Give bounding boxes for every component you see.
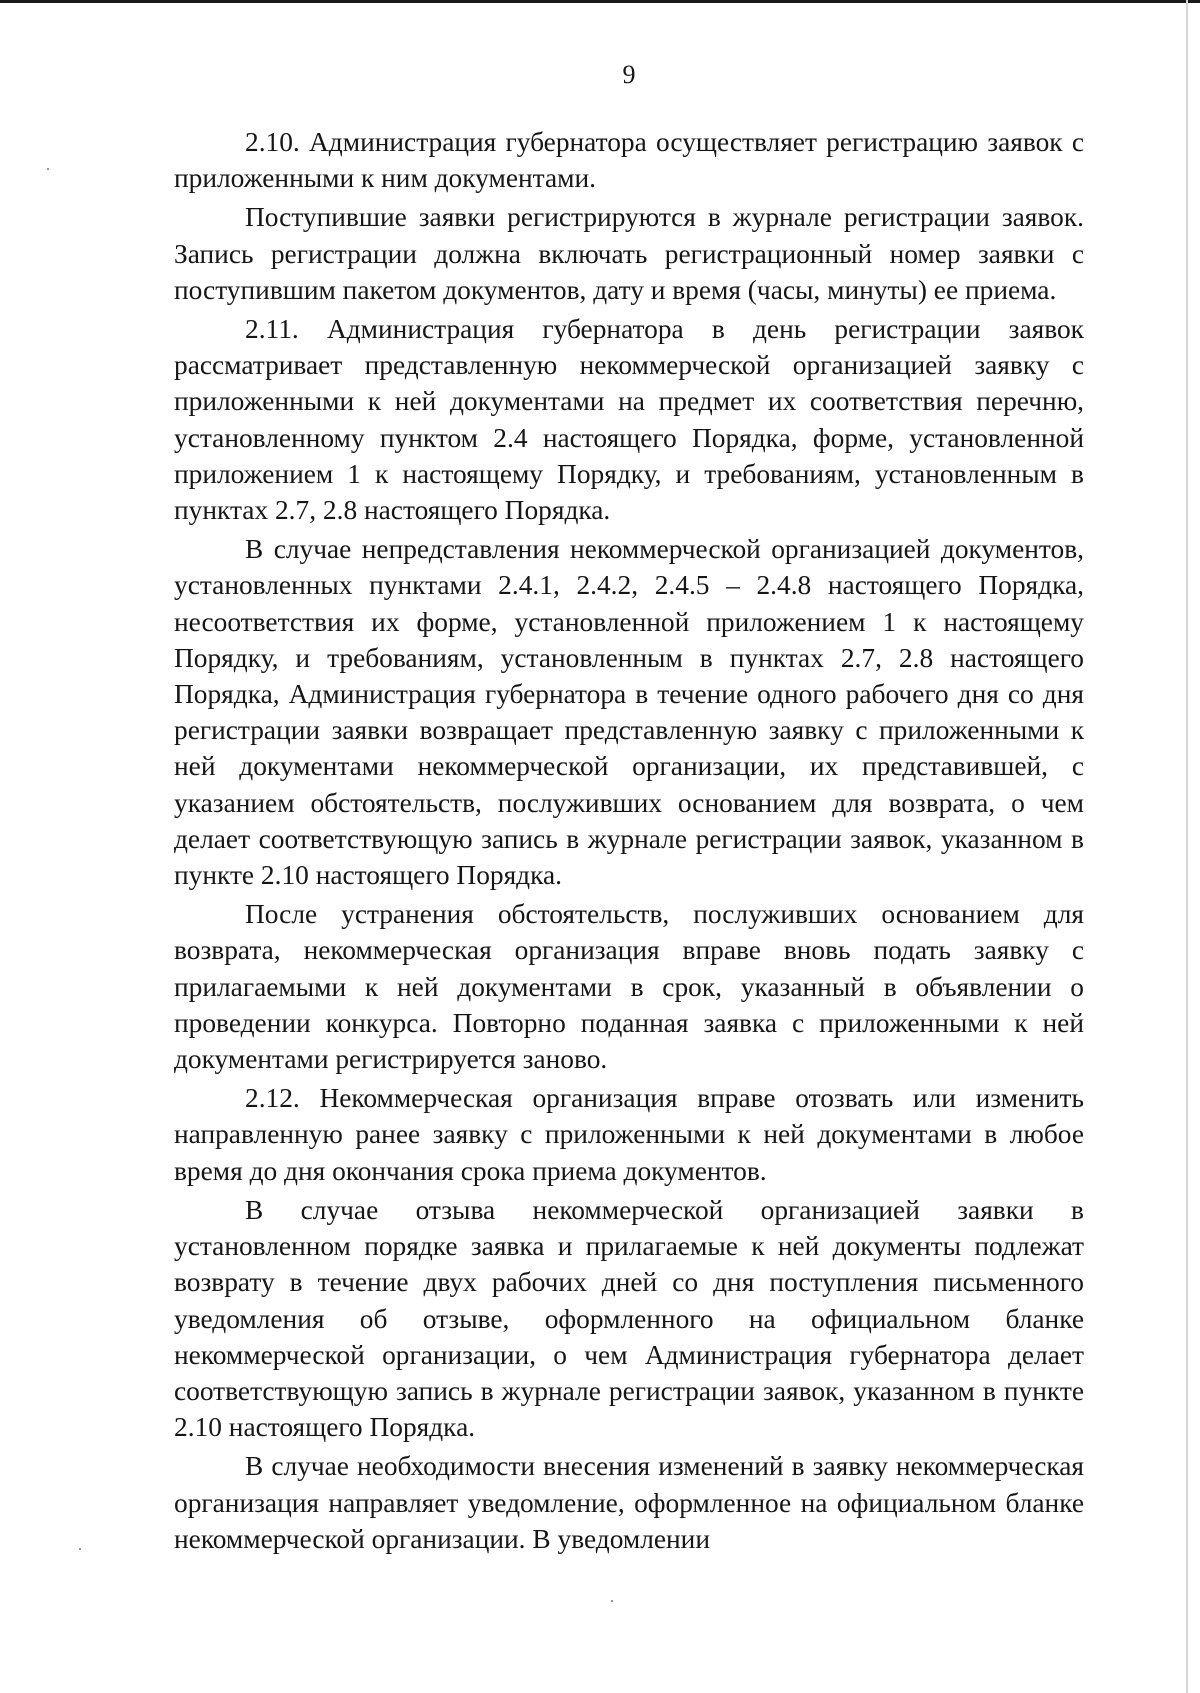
paragraph-resubmission: После устранения обстоятельств, послуживших основанием для возврата, некоммерческая организация вправе вновь подать заявку с прилагаемыми к ней документами в срок, указанный в объявлении о проведении конкурса. Повторно поданная заявка с приложенными к ней документами регистрируется заново. [174, 899, 1084, 1075]
paragraph-withdrawal: В случае отзыва некоммерческой организацией заявки в установленном порядке заявка и прилагаемые к ней документы подлежат возврату в течение двух рабочих дней со дня поступления письменного уведомления об отзыве, оформленного на официальном бланке некоммерческой организации, о чем Администрация губернатора делает соответствующую запись в журнале регистрации заявок, указанном в пункте 2.10 настоящего Порядка. [174, 1194, 1084, 1443]
scan-speck [611, 1600, 613, 1602]
paragraph-non-submission: В случае непредставления некоммерческой организацией документов, установленных пунктами 2.4.1, 2.4.2, 2.4.5 – 2.4.8 настоящего Порядка, несоответствия их форме, установленной приложением 1 к настоящему Порядку, и требованиям, установленным в пунктах 2.7, 2.8 настоящего Порядка, Администрация губернатора в течение одного рабочего дня со дня регистрации заявки возвращает представленную заявку с приложенными к ней документами некоммерческой организации, их представившей, с указанием обстоятельств, послуживших основанием для возврата, о чем делает соответствующую запись в журнале регистрации заявок, указанном в пункте 2.10 настоящего Порядка. [174, 534, 1084, 891]
paragraph-registration-record: Поступившие заявки регистрируются в журнале регистрации заявок. Запись регистрации должна включать регистрационный номер заявки с поступившим пакетом документов, дату и время (часы, минуты) ее приема. [174, 202, 1084, 305]
scan-speck [79, 1548, 81, 1550]
scan-edge-right [1186, 0, 1188, 1693]
paragraph-2-12: 2.12. Некоммерческая организация вправе отозвать или изменить направленную ранее заявку с приложенными к ней документами в любое время до дня окончания срока приема документов. [174, 1083, 1084, 1186]
document-page [174, 60, 1084, 1560]
scan-speck [47, 168, 49, 170]
page-number: 9 [622, 60, 636, 89]
paragraph-amendment: В случае необходимости внесения изменений в заявку некоммерческая организация направляет уведомление, оформленное на официальном бланке некоммерческой организации. В уведомлении [174, 1451, 1084, 1554]
paragraph-2-10: 2.10. Администрация губернатора осуществляет регистрацию заявок с приложенными к ним документами. [174, 127, 1084, 194]
paragraph-2-11: 2.11. Администрация губернатора в день регистрации заявок рассматривает представленную некоммерческой организацией заявку с приложенными к ней документами на предмет их соответствия перечню, установленному пунктом 2.4 настоящего Порядка, форме, установленной приложением 1 к настоящему Порядку, и требованиям, установленным в пунктах 2.7, 2.8 настоящего Порядка. [174, 314, 1084, 526]
scan-edge-top [0, 0, 1200, 3]
